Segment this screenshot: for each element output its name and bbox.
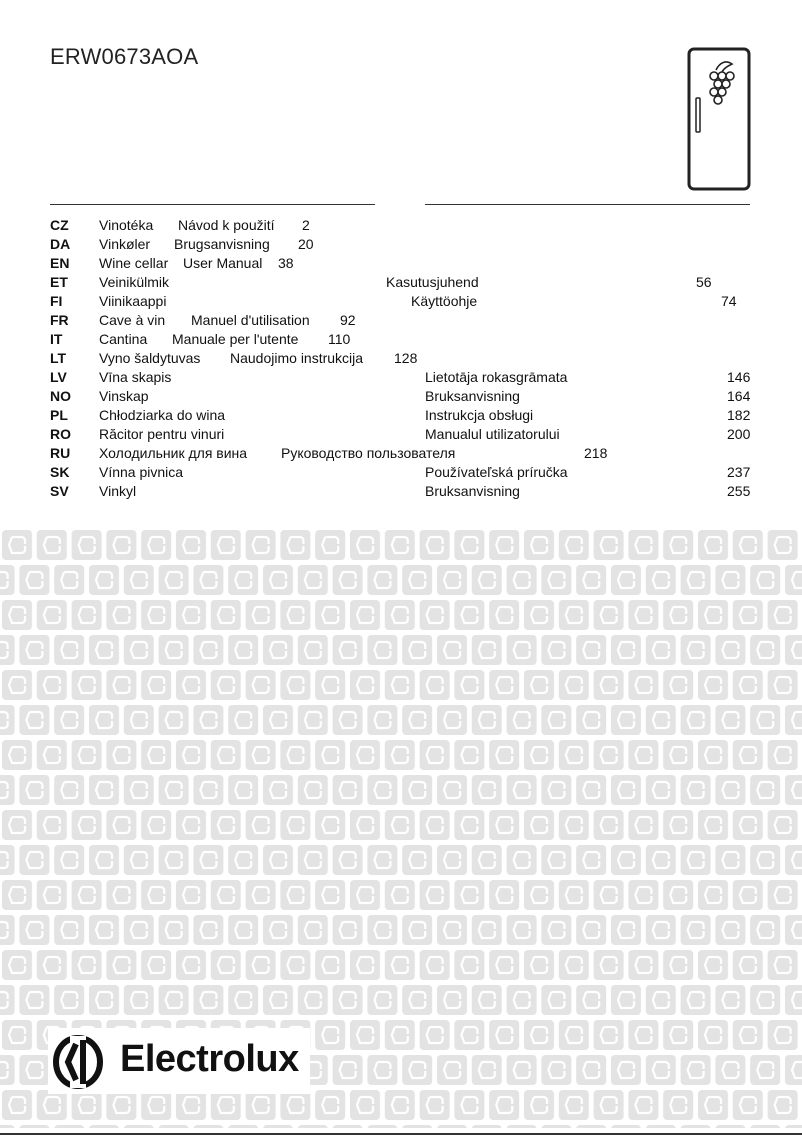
product-name: Vinkyl xyxy=(99,483,137,499)
lang-code: PL xyxy=(50,407,68,423)
manual-title: Käyttöohje xyxy=(411,293,478,309)
page-number: 146 xyxy=(727,369,751,385)
product-name: Холодильник для вина xyxy=(99,445,248,461)
lang-code: SK xyxy=(50,464,70,480)
product-name: Vinotéka xyxy=(99,217,154,233)
product-name: Cantina xyxy=(99,331,148,347)
lang-code: NO xyxy=(50,388,71,404)
brand-name: Electrolux xyxy=(120,1038,299,1080)
electrolux-logo xyxy=(48,1028,310,1094)
page-number: 164 xyxy=(727,388,751,404)
lang-code: FR xyxy=(50,312,69,328)
product-name: Vyno šaldytuvas xyxy=(99,350,201,366)
page-number: 56 xyxy=(696,274,712,290)
manual-title: Manuel d'utilisation xyxy=(191,312,310,328)
lang-code: IT xyxy=(50,331,63,347)
divider-left xyxy=(50,204,375,205)
toc-row-ru[interactable] xyxy=(0,444,802,463)
page-number: 20 xyxy=(298,236,314,252)
product-name: Wine cellar xyxy=(99,255,169,271)
toc-row-pl[interactable] xyxy=(0,406,802,425)
lang-code: CZ xyxy=(50,217,69,233)
lang-code: FI xyxy=(50,293,63,309)
manual-title: Brugsanvisning xyxy=(174,236,270,252)
page-number: 218 xyxy=(584,445,608,461)
toc-row-lv[interactable] xyxy=(0,368,802,387)
lang-code: RU xyxy=(50,445,71,461)
toc-row-da[interactable] xyxy=(0,235,802,254)
manual-title: Naudojimo instrukcija xyxy=(230,350,364,366)
toc-row-no[interactable] xyxy=(0,387,802,406)
toc-row-fi[interactable] xyxy=(0,292,802,311)
lang-code: LV xyxy=(50,369,67,385)
manual-title: Kasutusjuhend xyxy=(386,274,479,290)
product-name: Veinikülmik xyxy=(99,274,170,290)
toc-row-sk[interactable] xyxy=(0,463,802,482)
page-number: 110 xyxy=(328,331,351,347)
lang-code: RO xyxy=(50,426,71,442)
toc-row-it[interactable] xyxy=(0,330,802,349)
lang-code: DA xyxy=(50,236,71,252)
manual-title: User Manual xyxy=(183,255,263,271)
product-name: Vinkøler xyxy=(99,236,151,252)
bottom-rule xyxy=(0,1133,802,1135)
toc-row-cz[interactable] xyxy=(0,216,802,235)
page-number: 74 xyxy=(721,293,737,309)
page-number: 200 xyxy=(727,426,751,442)
manual-title: Bruksanvisning xyxy=(425,483,520,499)
toc-row-ro[interactable] xyxy=(0,425,802,444)
product-name: Chłodziarka do wina xyxy=(99,407,226,423)
product-name: Vinskap xyxy=(99,388,149,404)
toc-row-fr[interactable] xyxy=(0,311,802,330)
manual-title: Manualul utilizatorului xyxy=(425,426,560,442)
electrolux-logo-icon xyxy=(48,1032,108,1092)
model-title: ERW0673AOA xyxy=(50,44,199,69)
page-number: 182 xyxy=(727,407,751,423)
wine-cellar-icon xyxy=(686,46,752,192)
lang-code: ET xyxy=(50,274,68,290)
page-number: 2 xyxy=(302,217,310,233)
toc-row-lt[interactable] xyxy=(0,349,802,368)
product-name: Răcitor pentru vinuri xyxy=(99,426,225,442)
product-name: Vīna skapis xyxy=(99,369,172,385)
divider-right xyxy=(425,204,750,205)
product-name: Vínna pivnica xyxy=(99,464,184,480)
manual-title: Používateľská príručka xyxy=(425,464,568,480)
lang-code: SV xyxy=(50,483,69,499)
manual-title: Manuale per l'utente xyxy=(172,331,299,347)
page-number: 92 xyxy=(340,312,356,328)
product-name: Cave à vin xyxy=(99,312,166,328)
toc-row-sv[interactable] xyxy=(0,482,802,501)
lang-code: EN xyxy=(50,255,70,271)
page-number: 237 xyxy=(727,464,751,480)
page-number: 38 xyxy=(278,255,294,271)
manual-title: Руководство пользователя xyxy=(281,445,456,461)
page-number: 255 xyxy=(727,483,751,499)
toc-row-et[interactable] xyxy=(0,273,802,292)
toc-row-en[interactable] xyxy=(0,254,802,273)
manual-title: Lietotāja rokasgrāmata xyxy=(425,369,568,385)
lang-code: LT xyxy=(50,350,67,366)
page-number: 128 xyxy=(394,350,418,366)
product-name: Viinikaappi xyxy=(99,293,167,309)
manual-title: Bruksanvisning xyxy=(425,388,520,404)
manual-title: Instrukcja obsługi xyxy=(425,407,534,423)
manual-title: Návod k použití xyxy=(178,217,275,233)
